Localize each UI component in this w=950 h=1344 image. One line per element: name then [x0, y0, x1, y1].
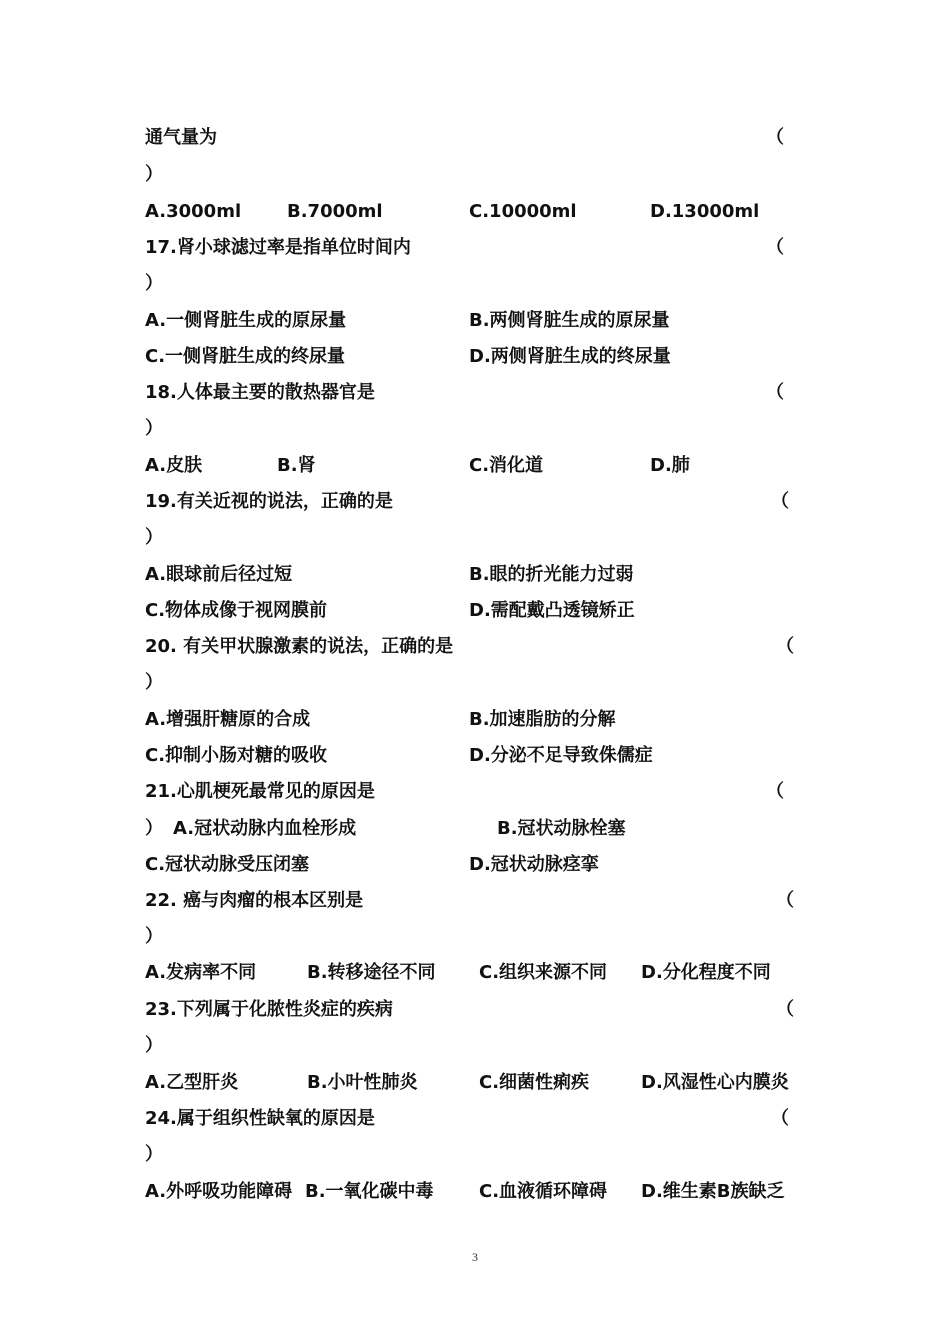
- option-d: D.肺: [650, 455, 690, 476]
- option-c: C.物体成像于视网膜前: [145, 600, 328, 621]
- option-a: A.眼球前后径过短: [145, 564, 293, 585]
- question-stem: [0, 1106, 950, 1132]
- question-text: 19.有关近视的说法，正确的是: [145, 491, 393, 512]
- answer-paren-open: （: [766, 237, 784, 258]
- option-b: B.冠状动脉栓塞: [497, 818, 626, 839]
- option-b: B.一氧化碳中毒: [305, 1181, 434, 1202]
- option-a: A.发病率不同: [145, 962, 257, 983]
- option-c: C.抑制小肠对糖的吸收: [145, 745, 328, 766]
- answer-paren-close: ）: [145, 818, 163, 839]
- question-text: 18.人体最主要的散热器官是: [145, 382, 375, 403]
- answer-paren-line: [0, 416, 950, 442]
- option-row: [0, 344, 950, 370]
- answer-paren-close: ）: [145, 164, 163, 185]
- question-stem: [0, 235, 950, 261]
- answer-paren-open: （: [771, 491, 789, 512]
- option-d: D.13000ml: [650, 201, 760, 222]
- answer-paren-close: ）: [145, 672, 163, 693]
- option-row: [0, 598, 950, 624]
- answer-paren-line: [0, 271, 950, 297]
- option-b: B.肾: [277, 455, 316, 476]
- answer-paren-open: （: [771, 1108, 789, 1129]
- option-d: D.两侧肾脏生成的终尿量: [469, 346, 671, 367]
- option-d: D.需配戴凸透镜矫正: [469, 600, 635, 621]
- option-d: D.冠状动脉痉挛: [469, 854, 599, 875]
- option-a: A.皮肤: [145, 455, 203, 476]
- option-b: B.7000ml: [287, 201, 383, 222]
- answer-paren-open: （: [766, 127, 784, 148]
- option-b: B.加速脂肪的分解: [469, 709, 616, 730]
- answer-paren-line: [0, 162, 950, 188]
- option-a: A.3000ml: [145, 201, 242, 222]
- option-a: A.冠状动脉内血栓形成: [173, 818, 357, 839]
- answer-paren-line: [0, 525, 950, 551]
- question-text: 通气量为: [145, 127, 217, 148]
- answer-paren-open: （: [776, 999, 794, 1020]
- question-text: 21.心肌梗死最常见的原因是: [145, 781, 375, 802]
- option-d: D.分化程度不同: [641, 962, 771, 983]
- option-row: [0, 1179, 950, 1205]
- question-stem: [0, 489, 950, 515]
- option-d: D.分泌不足导致侏儒症: [469, 745, 653, 766]
- option-row: [0, 453, 950, 479]
- question-text: 17.肾小球滤过率是指单位时间内: [145, 237, 411, 258]
- option-c: C.10000ml: [469, 201, 577, 222]
- option-d: D.风湿性心内膜炎: [641, 1072, 789, 1093]
- answer-paren-open: （: [776, 636, 794, 657]
- option-row: [0, 743, 950, 769]
- option-c: C.一侧肾脏生成的终尿量: [145, 346, 346, 367]
- answer-paren-line: [0, 1142, 950, 1168]
- question-text: 22. 癌与肉瘤的根本区别是: [145, 890, 364, 911]
- answer-paren-close: ）: [145, 926, 163, 947]
- option-c: C.组织来源不同: [479, 962, 608, 983]
- option-row: [0, 308, 950, 334]
- question-stem: [0, 634, 950, 660]
- answer-paren-open: （: [766, 781, 784, 802]
- option-row: [0, 960, 950, 986]
- question-stem: [0, 888, 950, 914]
- answer-paren-line: [0, 670, 950, 696]
- option-a: A.乙型肝炎: [145, 1072, 239, 1093]
- answer-paren-close: ）: [145, 527, 163, 548]
- answer-paren-open: （: [766, 382, 784, 403]
- option-b: B.两侧肾脏生成的原尿量: [469, 310, 670, 331]
- option-row: [0, 816, 950, 842]
- answer-paren-line: [0, 1033, 950, 1059]
- question-stem: [0, 380, 950, 406]
- question-text: 23.下列属于化脓性炎症的疾病: [145, 999, 393, 1020]
- page-number: 3: [472, 1250, 478, 1264]
- option-a: A.增强肝糖原的合成: [145, 709, 311, 730]
- option-row: [0, 1070, 950, 1096]
- option-a: A.一侧肾脏生成的原尿量: [145, 310, 347, 331]
- option-c: C.消化道: [469, 455, 544, 476]
- option-d: D.维生素B族缺乏: [641, 1181, 785, 1202]
- option-row: [0, 562, 950, 588]
- option-a: A.外呼吸功能障碍: [145, 1181, 293, 1202]
- question-text: 24.属于组织性缺氧的原因是: [145, 1108, 375, 1129]
- option-c: C.细菌性痢疾: [479, 1072, 590, 1093]
- option-b: B.转移途径不同: [307, 962, 436, 983]
- question-stem: [0, 997, 950, 1023]
- answer-paren-close: ）: [145, 1035, 163, 1056]
- question-text: 20. 有关甲状腺激素的说法，正确的是: [145, 636, 454, 657]
- option-c: C.血液循环障碍: [479, 1181, 608, 1202]
- answer-paren-open: （: [776, 890, 794, 911]
- answer-paren-line: [0, 924, 950, 950]
- answer-paren-close: ）: [145, 418, 163, 439]
- question-stem: [0, 125, 950, 151]
- option-row: [0, 199, 950, 225]
- option-b: B.眼的折光能力过弱: [469, 564, 634, 585]
- option-row: [0, 852, 950, 878]
- option-b: B.小叶性肺炎: [307, 1072, 418, 1093]
- answer-paren-close: ）: [145, 273, 163, 294]
- option-row: [0, 707, 950, 733]
- option-c: C.冠状动脉受压闭塞: [145, 854, 310, 875]
- question-stem: [0, 779, 950, 805]
- answer-paren-close: ）: [145, 1144, 163, 1165]
